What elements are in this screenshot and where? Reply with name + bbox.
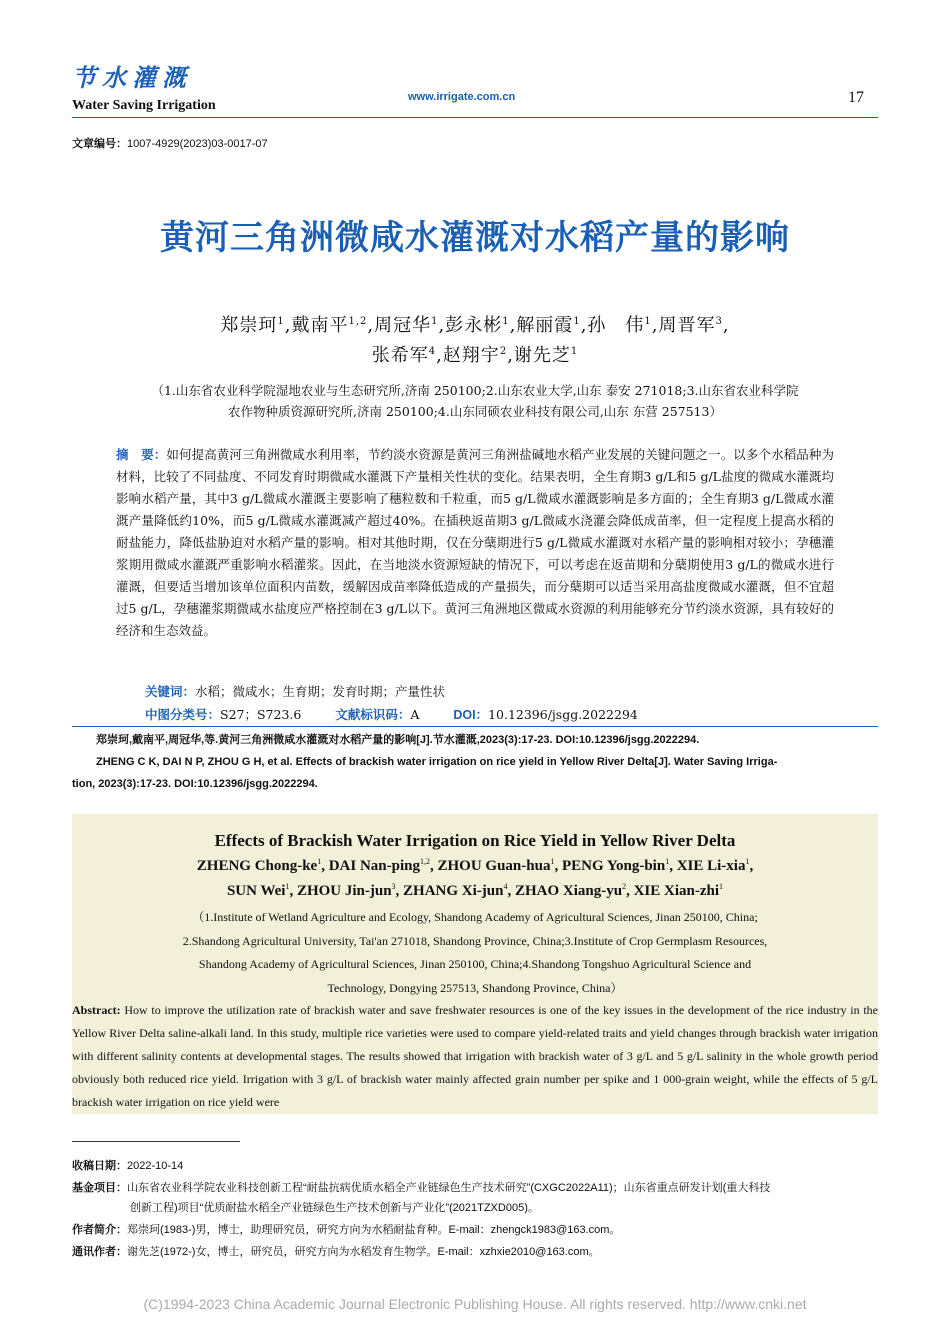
author-en-name: ZHAO Xiang-yu	[514, 883, 623, 899]
authors-cn-line1: 郑崇珂$^1$,戴南平$^{1,2}$,周冠华$^1$,彭永彬$^1$,解丽霞$^1$,孙 伟$^1$,周晋军$^3$,	[220, 315, 730, 336]
clc-label: 中图分类号：	[145, 708, 221, 722]
classification	[145, 705, 638, 723]
keywords-label: 关键词：	[145, 685, 196, 699]
affiliation-cn-2: 农作物种质资源研究所,济南 250100;4.山东同硕农业科技有限公司,山东 东营 257513）	[228, 404, 722, 419]
footnote-received	[72, 1157, 878, 1176]
author-en-affil-mark: 3	[391, 882, 396, 891]
abstract-en-text: How to improve the utilization rate of brackish water and save freshwater resources is one of the key issues in the development of the rice industry in the Yellow River Delta saline-alkali land. In this study, multiple rice varieties were used to compare yield-related traits and yield changes through brackish water irrigation with different salinity contents at developmental stages. The results showed that irrigation with brackish water of 3 g/L and 5 g/L salinity in the whole growth period obviously both reduced rice yield. Irrigation with 3 g/L of brackish water mainly affected grain number per spike and 1 000-grain weight, while the effects of 5 g/L brackish water irrigation on rice yield were	[72, 1003, 878, 1109]
author-en-affil-mark: 1	[665, 857, 670, 866]
page-number: 17	[848, 89, 864, 106]
author-cn-affil-mark: 1	[277, 316, 285, 327]
author-en-name: ZHANG Xi-jun	[403, 883, 504, 899]
citation-en-1: ZHENG C K, DAI N P, ZHOU G H, et al. Effects of brackish water irrigation on rice yield in Yellow River Delta[J]. Water Saving Irriga-	[96, 756, 778, 768]
journal-url[interactable]: www.irrigate.com.cn	[408, 91, 516, 103]
article-id-value: 1007-4929(2023)03-0017-07	[127, 138, 268, 150]
citation-cn: 郑崇珂,戴南平,周冠华,等.黄河三角洲微咸水灌溉对水稻产量的影响[J].节水灌溉,2023(3):17-23. DOI:10.12396/jsgg.2022294.	[96, 734, 700, 746]
author-cn-name: 解丽霞	[516, 315, 574, 336]
abstract-en	[72, 999, 878, 1114]
author-en-affil-mark: 4	[503, 882, 508, 891]
authors-en-line1: ZHENG Chong-$ke^1$, DAI Nan-ping$^{1,2}$, ZHOU Guan-hua$^1$, PENG Yong-bin$^1$, XIE Li-xia$^1$,	[196, 857, 754, 874]
fund-text-2: 创新工程)项目“优质耐盐水稻全产业链绿色生产技术创新与产业化”(2021TZXD005)。	[130, 1202, 539, 1214]
journal-name-en: Water Saving Irrigation	[72, 98, 216, 113]
affiliation-en-2: 2.Shandong Agricultural University, Tai'an 271018, Shandong Province, China;3.Institute of Crop Germplasm Resources,	[182, 933, 768, 948]
author-en-name: ZHOU Guan-hua	[437, 858, 551, 874]
abstract-cn-label: 摘 要：	[116, 448, 167, 462]
author-cn-affil-mark: 1	[573, 316, 581, 327]
author-en-affil-mark: 1	[285, 882, 290, 891]
author-en-name: XIE Xian-zhi	[633, 883, 720, 899]
keywords	[145, 682, 445, 700]
received-label: 收稿日期：	[72, 1160, 127, 1172]
paper-title-en: Effects of Brackish Water Irrigation on Rice Yield in Yellow River Delta	[214, 831, 736, 850]
author-en-affil-mark: 1,2	[420, 857, 430, 866]
author-cn-name: 彭永彬	[445, 315, 503, 336]
article-id-label: 文章编号：	[72, 138, 127, 150]
journal-logo-cn: 节水灌溉	[72, 63, 192, 92]
abstract-en-label: Abstract:	[72, 1003, 121, 1017]
doi-value[interactable]: 10.12396/jsgg.2022294	[488, 707, 638, 722]
author-en-name: ZHENG Chong-ke	[196, 858, 318, 874]
author-en-name: PENG Yong-bin	[561, 858, 666, 874]
doi-label: DOI：	[453, 708, 489, 722]
corr-label: 通讯作者：	[72, 1246, 127, 1258]
author-en-name: DAI Nan-ping	[328, 858, 420, 874]
author-en-affil-mark: 2	[622, 882, 627, 891]
author-en-affil-mark: 1	[550, 857, 555, 866]
author-en-name: XIE Li-xia	[676, 858, 746, 874]
author-cn-name: 戴南平	[291, 315, 349, 336]
header-divider	[72, 117, 878, 118]
copyright-watermark: (C)1994-2023 China Academic Journal Electronic Publishing House. All rights reserved. http://www.cnki.net	[143, 1296, 807, 1312]
authors-en-line2: SUN Wei$^1$, ZHOU Jin-jun$^3$, ZHANG Xi-jun$^4$, ZHAO Xiang-$yu^2$, XIE Xian-zhi$^1$	[226, 882, 724, 899]
author-cn-affil-mark: 1	[644, 316, 652, 327]
fund-text-1: 山东省农业科学院农业科技创新工程“耐盐抗病优质水稻全产业链绿色生产技术研究”(CXGC2022A11)；山东省重点研发计划(重大科技	[127, 1182, 771, 1194]
author-en-affil-mark: 1	[317, 857, 322, 866]
doc-code-value: A	[410, 707, 420, 722]
author-cn-name: 谢先芝	[513, 345, 571, 366]
author-cn-affil-mark: 4	[428, 346, 437, 357]
footnote-fund	[72, 1179, 878, 1198]
author-en-name: SUN Wei	[226, 883, 286, 899]
paper-title-cn: 黄河三角洲微咸水灌溉对水稻产量的影响	[160, 218, 790, 258]
affiliation-en-3: Shandong Academy of Agricultural Sciences, Jinan 250100, China;4.Shandong Tongshuo Agricultural Science and	[198, 957, 752, 971]
author-en-name: ZHOU Jin-jun	[296, 883, 392, 899]
author-cn-name: 周晋军	[658, 315, 716, 336]
abstract-cn	[116, 444, 834, 642]
author-cn-name: 张希军	[371, 345, 429, 366]
author-cn-affil-mark: 1	[431, 316, 439, 327]
footnote-author	[72, 1221, 878, 1240]
affiliations-en	[100, 906, 850, 1000]
clc-value: S27；S723.6	[220, 707, 302, 722]
section-divider	[72, 726, 878, 727]
author-cn-affil-mark: 3	[715, 316, 723, 327]
abstract-cn-text: 如何提高黄河三角洲微咸水利用率，节约淡水资源是黄河三角洲盐碱地水稻产业发展的关键问题之一。以多个水稻品种为材料，比较了不同盐度、不同发育时期微咸水灌溉下产量相关性状的变化。结果表明，全生育期3 g/L和5 g/L盐度的微咸水灌溉均影响水稻产量，其中3 g/L微咸水灌溉主要影响了穗粒数和千粒重，而5 g/L微咸水灌溉影响是多方面的；全生育期3 g/L微咸水灌溉产量降低约10%，而5 g/L微咸水灌溉减产超过40%。在插秧返苗期3 g/L微咸水浇灌会降低成苗率，但一定程度上提高水稻的耐盐能力，降低盐胁迫对水稻产量的影响。相对其他时期，仅在分蘖期进行5 g/L微咸水灌溉对水稻产量的影响相对较小；孕穗灌浆期用微咸水灌溉严重影响水稻灌浆。因此，在当地淡水资源短缺的情况下，可以考虑在返苗期和分蘖期使用3 g/L的微咸水进行灌溉，但要适当增加该单位面积内苗数，缓解因成苗率降低造成的产量损失，而分蘖期可以适当采用高盐度微咸水灌溉，但不宜超过5 g/L，孕穗灌浆期微咸水盐度应严格控制在3 g/L以下。黄河三角洲地区微咸水资源的利用能够充分节约淡水资源，具有较好的经济和生态效益。	[116, 447, 834, 638]
author-cn-name: 孙 伟	[587, 315, 645, 336]
footnote-divider	[72, 1141, 240, 1142]
article-id	[72, 135, 268, 151]
author-text: 郑崇珂(1983-)男，博士，助理研究员，研究方向为水稻耐盐育种。E-mail：zhengck1983@163.com。	[127, 1224, 621, 1236]
author-cn-affil-mark: 1,2	[348, 316, 368, 327]
fund-label: 基金项目：	[72, 1182, 127, 1194]
author-label: 作者简介：	[72, 1224, 127, 1236]
author-cn-affil-mark: 1	[570, 346, 579, 357]
citation-en-2: tion, 2023(3):17-23. DOI:10.12396/jsgg.2022294.	[72, 778, 318, 790]
received-date: 2022-10-14	[127, 1160, 184, 1172]
footnote-corresponding	[72, 1243, 878, 1262]
author-cn-affil-mark: 2	[499, 346, 508, 357]
author-cn-name: 郑崇珂	[220, 315, 278, 336]
author-en-affil-mark: 1	[719, 882, 724, 891]
corr-text: 谢先芝(1972-)女，博士，研究员，研究方向为水稻发育生物学。E-mail：xzhxie2010@163.com。	[127, 1246, 600, 1258]
affiliation-cn-1: （1.山东省农业科学院湿地农业与生态研究所,济南 250100;2.山东农业大学,山东 泰安 271018;3.山东省农业科学院	[151, 383, 799, 398]
author-en-affil-mark: 1	[745, 857, 750, 866]
affiliation-en-4: Technology, Dongying 257513, Shandong Province, China）	[327, 980, 623, 995]
authors-cn-line2: 张希军$^4$,赵翔宇$^2$,谢先芝$^1$	[371, 345, 579, 366]
affiliation-en-1: （1.Institute of Wetland Agriculture and Ecology, Shandong Academy of Agricultural Sciences, Jinan 250100, China;	[192, 910, 758, 924]
author-cn-name: 赵翔宇	[442, 345, 500, 366]
keywords-text: 水稻；微咸水；生育期；发育时期；产量性状	[195, 684, 446, 699]
author-cn-affil-mark: 1	[502, 316, 510, 327]
author-cn-name: 周冠华	[374, 315, 432, 336]
doc-code-label: 文献标识码：	[335, 708, 411, 722]
